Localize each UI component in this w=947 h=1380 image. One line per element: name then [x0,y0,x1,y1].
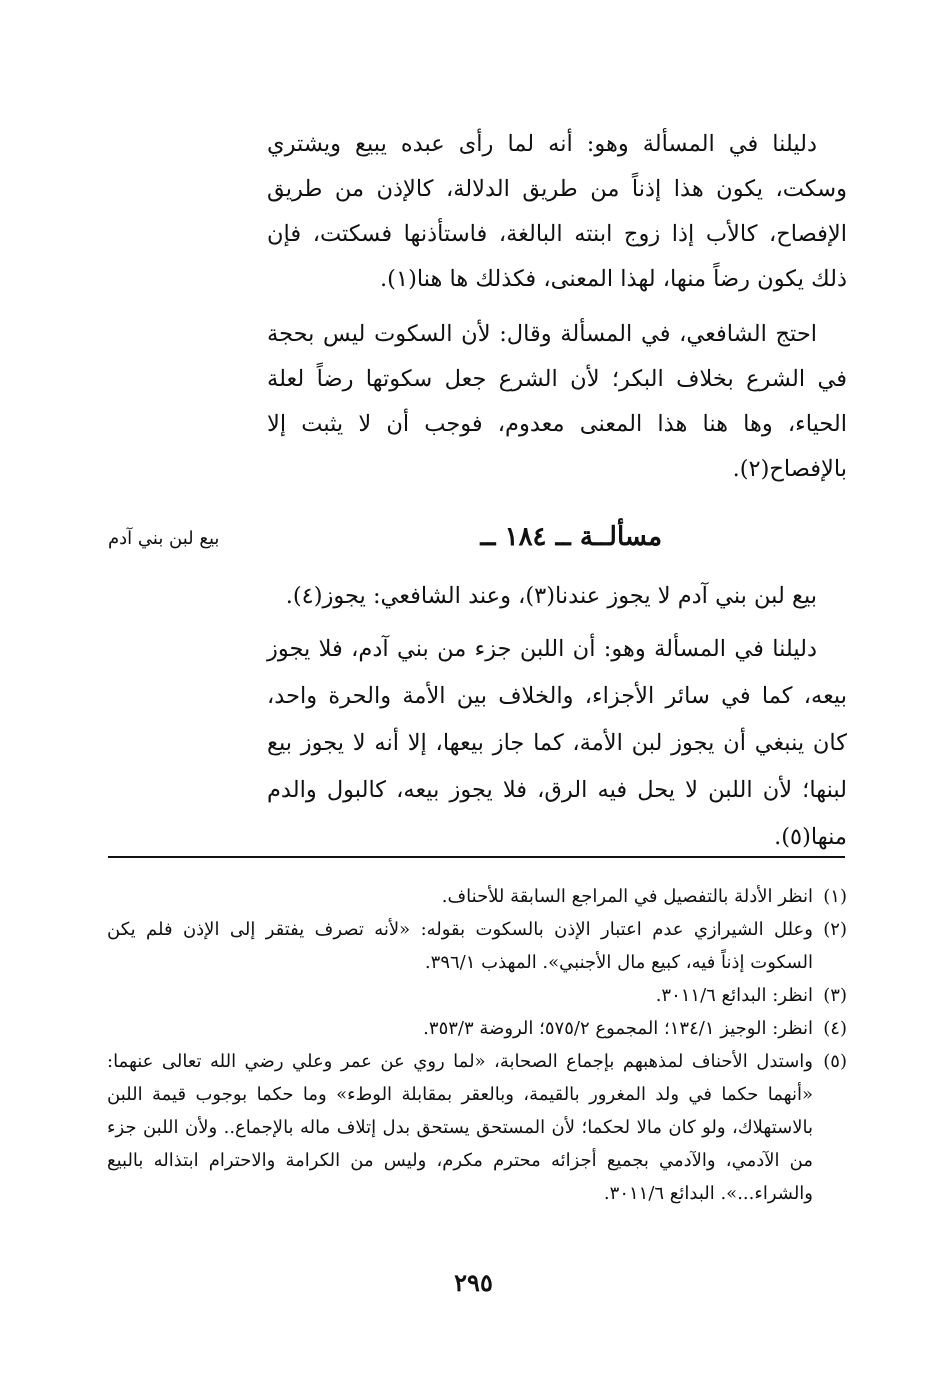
footnote-divider [108,856,845,858]
footnote [107,1012,847,1045]
footnote [107,1045,847,1210]
footnote-text: انظر الأدلة بالتفصيل في المراجع السابقة للأحناف. [441,886,813,907]
footnote-number: (٤) [823,1018,847,1039]
page-number: ٢٩٥ [454,1268,493,1297]
footnote [107,913,847,979]
paragraph: دليلنا في المسألة وهو: أنه لما رأى عبده يبيع ويشتري وسكت، يكون هذا إذناً من طريق الدلالة، كالإذن من طريق الإفصاح، كالأب إذا زوج ابنته البالغة، فاستأذنها فسكتت، فإن ذلك يكون رضاً منها، لهذا المعنى، فكذلك ها هنا(١). [267,131,847,292]
footnote-text: انظر: البدائع ٣٠١١/٦. [655,985,813,1006]
footnote-number: (٥) [823,1051,847,1072]
paragraph: دليلنا في المسألة وهو: أن اللبن جزء من بني آدم، فلا يجوز بيعه، كما في سائر الأجزاء، والخلاف بين الأمة والحرة واحد، كان ينبغي أن يجوز لبن الأمة، كما جاز بيعها، إلا أنه لا يجوز بيع لبنها؛ لأن اللبن لا يحل فيه الرق، فلا يجوز بيعه، كالبول والدم منها(٥). [267,636,847,850]
footnote [107,880,847,913]
footnote-text: واستدل الأحناف لمذهبهم بإجماع الصحابة، «لما روي عن عمر وعلي رضي الله تعالى عنهما: «أنهما حكما في ولد المغرور بالقيمة، وبالعقر بمقابلة الوطء» وما حكما بوجوب قيمة اللبن بالاستهلاك، ولو كان مالا لحكما؛ لأن المستحق يستحق بدل إتلاف ماله بالإجماع.. ولأن اللبن جزء من الآدمي، والآدمي بجميع أجزائه محترم مكرم، وليس من الكرامة والاحترام ابتذاله بالبيع والشراء...». البدائع ٣٠١١/٦. [107,1051,813,1204]
paragraph: بيع لبن بني آدم لا يجوز عندنا(٣)، وعند الشافعي: يجوز(٤). [285,583,817,609]
footnote-number: (١) [823,886,847,907]
footnote-number: (٣) [823,985,847,1006]
footnote-number: (٢) [823,919,847,940]
footnotes [107,880,847,1210]
footnote-text: انظر: الوجيز ١٣٤/١؛ المجموع ٥٧٥/٢؛ الروضة ٣٥٣/٣. [423,1018,813,1039]
footnote-text: وعلل الشيرازي عدم اعتبار الإذن بالسكوت بقوله: «لأنه تصرف يفتقر إلى الإذن فلم يكن السكوت إذناً فيه، كبيع مال الأجنبي». المهذب ٣٩٦/١. [107,919,813,973]
section-heading: مسألــة ــ ١٨٤ ــ [480,522,662,552]
margin-note: بيع لبن بني آدم [108,528,220,549]
footnote [107,979,847,1012]
main-text [267,122,847,502]
section-text [267,573,847,867]
paragraph: احتج الشافعي، في المسألة وقال: لأن السكوت ليس بحجة في الشرع بخلاف البكر؛ لأن الشرع جعل سكوتها رضاً لعلة الحياء، وها هنا هذا المعنى معدوم، فوجب أن لا يثبت إلا بالإفصاح(٢). [267,321,847,482]
